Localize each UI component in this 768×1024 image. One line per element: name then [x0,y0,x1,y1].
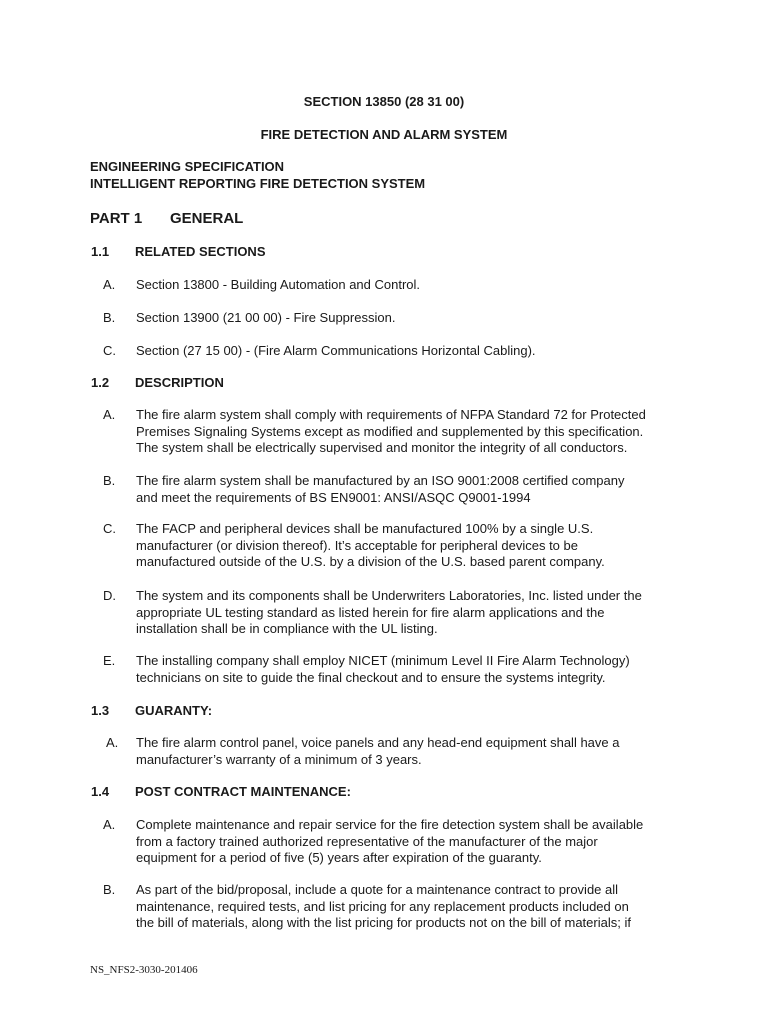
item-letter: A. [103,277,116,292]
item-letter: A. [103,817,116,832]
section-title: DESCRIPTION [135,375,224,390]
item-text [136,521,696,571]
item-letter: A. [103,407,116,422]
section-heading: SECTION 13850 (28 31 00) [303,94,465,109]
part-title: GENERAL [170,210,244,227]
item-letter: C. [103,521,116,536]
text-line: The system and its components shall be Underwriters Laboratories, Inc. listed under the [136,588,642,603]
section-number: 1.2 [91,375,110,390]
text-line: manufacturer’s warranty of a minimum of 3 years. [136,751,422,767]
item-letter: A. [106,735,119,750]
text-line: Section (27 15 00) - (Fire Alarm Communications Horizontal Cabling). [136,343,536,358]
text-line: The system shall be electrically supervised and monitor the integrity of all conductors. [136,440,628,455]
item-text [136,407,696,457]
text-line: The FACP and peripheral devices shall be manufactured 100% by a single U.S. [136,521,594,536]
spec-line-2: INTELLIGENT REPORTING FIRE DETECTION SYSTEM [90,176,426,191]
item-text [136,735,696,768]
text-line: Premises Signaling Systems except as modified and supplemented by this specification. [136,423,644,439]
item-text [136,817,696,867]
item-letter: C. [103,343,116,358]
section-number: 1.4 [91,784,110,799]
item-letter: B. [103,473,116,488]
document-title: FIRE DETECTION AND ALARM SYSTEM [260,127,508,142]
text-line: Section 13800 - Building Automation and Control. [136,277,421,292]
text-line: appropriate UL testing standard as listed herein for fire alarm applications and the [136,604,605,620]
text-line: technicians on site to guide the final checkout and to ensure the systems integrity. [136,669,606,685]
text-line: the bill of materials, along with the list pricing for products not on the bill of materials; if [136,915,631,930]
text-line: equipment for a period of five (5) years after expiration of the guaranty. [136,850,542,865]
text-line: The fire alarm system shall comply with requirements of NFPA Standard 72 for Protected [136,407,646,422]
page-footer: NS_NFS2-3030-201406 [90,964,198,976]
item-text [136,310,696,327]
text-line: manufacturer (or division thereof). It’s acceptable for peripheral devices to be [136,537,578,553]
spec-line-1: ENGINEERING SPECIFICATION [90,159,285,174]
item-letter: B. [103,882,116,897]
item-letter: D. [103,588,116,603]
item-text [136,588,696,638]
item-text [136,882,696,932]
section-title: GUARANTY: [135,703,213,718]
text-line: Section 13900 (21 00 00) - Fire Suppression. [136,310,396,325]
text-line: and meet the requirements of BS EN9001: ANSI/ASQC Q9001-1994 [136,489,531,505]
section-title: POST CONTRACT MAINTENANCE: [135,784,351,799]
item-text [136,473,696,506]
item-letter: E. [103,653,116,668]
item-text [136,343,696,360]
section-title: RELATED SECTIONS [135,244,266,259]
text-line: The installing company shall employ NICET (minimum Level II Fire Alarm Technology) [136,653,630,668]
item-text [136,277,696,294]
item-text [136,653,696,686]
text-line: manufactured outside of the U.S. by a division of the U.S. based parent company. [136,554,605,569]
part-number: PART 1 [90,210,143,227]
item-letter: B. [103,310,116,325]
section-number: 1.1 [91,244,110,259]
text-line: The fire alarm control panel, voice panels and any head-end equipment shall have a [136,735,620,750]
section-number: 1.3 [91,703,110,718]
text-line: Complete maintenance and repair service for the fire detection system shall be available [136,817,644,832]
text-line: maintenance, required tests, and list pricing for any replacement products included on [136,898,629,914]
text-line: As part of the bid/proposal, include a quote for a maintenance contract to provide all [136,882,619,897]
text-line: The fire alarm system shall be manufactured by an ISO 9001:2008 certified company [136,473,625,488]
text-line: from a factory trained authorized representative of the manufacturer of the major [136,833,598,849]
text-line: installation shall be in compliance with the UL listing. [136,621,438,636]
